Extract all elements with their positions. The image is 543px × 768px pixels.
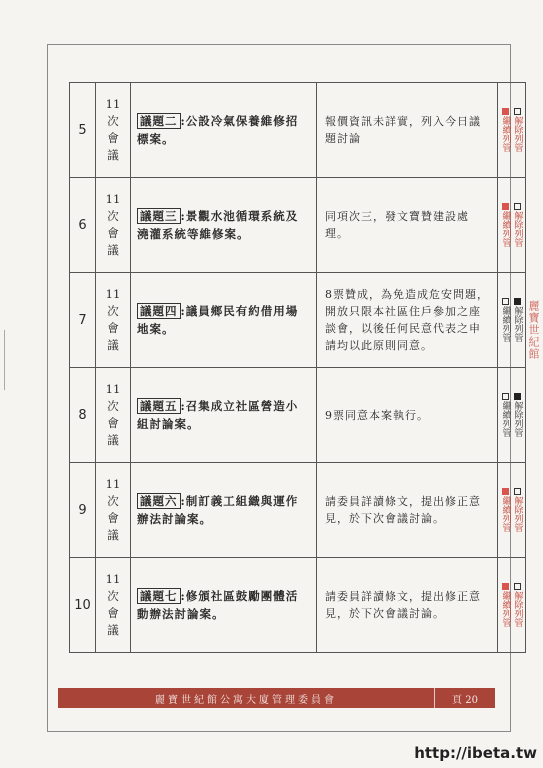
status-cell xyxy=(498,178,526,273)
status-cell xyxy=(498,273,526,368)
binding-mark xyxy=(4,330,5,390)
checkbox-icon[interactable] xyxy=(514,488,521,495)
continue-option[interactable] xyxy=(501,298,511,342)
resolution-cell: 報價資訊未詳實，列入今日議題討論 xyxy=(317,83,498,178)
meeting-table xyxy=(69,82,526,653)
topic-label: 議題六 xyxy=(137,493,181,509)
status-cell xyxy=(498,83,526,178)
session-char: 11 xyxy=(105,477,121,491)
session-char: 次 xyxy=(107,494,119,508)
colon: : xyxy=(180,304,186,318)
colon: : xyxy=(180,209,186,223)
seal-stamp: 麗寶世紀館 xyxy=(527,300,540,360)
topic-cell xyxy=(131,558,317,653)
continue-option[interactable] xyxy=(501,393,511,437)
checkbox-icon[interactable] xyxy=(514,583,521,590)
option-label: 繼續列管 xyxy=(500,401,511,437)
session-char: 議 xyxy=(107,623,119,637)
checkbox-icon[interactable] xyxy=(502,393,509,400)
topic-cell xyxy=(131,463,317,558)
session-char: 議 xyxy=(107,433,119,447)
session-char: 會 xyxy=(107,606,119,620)
topic-label: 議題二 xyxy=(137,113,181,129)
table-row xyxy=(70,83,526,178)
topic-text: 修頒社區鼓勵團體活動辦法討論案。 xyxy=(137,589,299,621)
option-label: 解除列管 xyxy=(512,211,523,247)
status-cell xyxy=(498,558,526,653)
option-label: 解除列管 xyxy=(512,591,523,627)
topic-text: 召集成立社區營造小組討論案。 xyxy=(137,399,299,431)
checkbox-icon[interactable] xyxy=(502,488,509,495)
session-char: 次 xyxy=(107,304,119,318)
table-row xyxy=(70,178,526,273)
session-cell xyxy=(96,368,131,463)
continue-option[interactable] xyxy=(501,583,511,627)
release-option[interactable] xyxy=(513,488,523,532)
session-char: 會 xyxy=(107,226,119,240)
session-char: 會 xyxy=(107,131,119,145)
option-label: 繼續列管 xyxy=(500,496,511,532)
table-row xyxy=(70,273,526,368)
session-char: 次 xyxy=(107,399,119,413)
release-option[interactable] xyxy=(513,583,523,627)
item-number: 8 xyxy=(70,368,96,463)
option-label: 繼續列管 xyxy=(500,591,511,627)
option-label: 解除列管 xyxy=(512,306,523,342)
checkbox-icon[interactable] xyxy=(502,298,509,305)
topic-cell xyxy=(131,368,317,463)
session-char: 11 xyxy=(105,97,121,111)
topic-label: 議題七 xyxy=(137,588,181,604)
session-char: 次 xyxy=(107,209,119,223)
release-option[interactable] xyxy=(513,298,523,342)
session-cell xyxy=(96,273,131,368)
option-label: 繼續列管 xyxy=(500,116,511,152)
watermark: http://ibeta.tw xyxy=(414,744,537,762)
continue-option[interactable] xyxy=(501,488,511,532)
session-char: 會 xyxy=(107,321,119,335)
session-char: 議 xyxy=(107,338,119,352)
table-row xyxy=(70,368,526,463)
topic-cell xyxy=(131,178,317,273)
topic-label: 議題四 xyxy=(137,303,181,319)
colon: : xyxy=(180,114,186,128)
continue-option[interactable] xyxy=(501,108,511,152)
colon: : xyxy=(180,589,186,603)
option-label: 解除列管 xyxy=(512,401,523,437)
session-cell xyxy=(96,558,131,653)
option-label: 繼續列管 xyxy=(500,211,511,247)
session-cell xyxy=(96,178,131,273)
resolution-cell: 請委員詳讀條文，提出修正意見，於下次會議討論。 xyxy=(317,463,498,558)
topic-cell xyxy=(131,83,317,178)
item-number: 6 xyxy=(70,178,96,273)
checkbox-icon[interactable] xyxy=(514,108,521,115)
session-char: 次 xyxy=(107,114,119,128)
resolution-cell: 9票同意本案執行。 xyxy=(317,368,498,463)
session-char: 11 xyxy=(105,287,121,301)
session-char: 會 xyxy=(107,511,119,525)
option-label: 繼續列管 xyxy=(500,306,511,342)
table-row xyxy=(70,463,526,558)
session-char: 議 xyxy=(107,528,119,542)
session-char: 議 xyxy=(107,148,119,162)
topic-text: 公設冷氣保養維修招標案。 xyxy=(137,114,299,146)
checkbox-icon[interactable] xyxy=(514,298,521,305)
option-label: 解除列管 xyxy=(512,116,523,152)
checkbox-icon[interactable] xyxy=(502,108,509,115)
session-char: 11 xyxy=(105,192,121,206)
status-cell xyxy=(498,463,526,558)
session-cell xyxy=(96,83,131,178)
checkbox-icon[interactable] xyxy=(502,583,509,590)
colon: : xyxy=(180,399,186,413)
resolution-cell: 請委員詳讀條文，提出修正意見，於下次會議討論。 xyxy=(317,558,498,653)
footer-title: 麗寶世紀館公寓大廈管理委員會 xyxy=(155,694,337,706)
topic-text: 制訂義工組織與運作辦法討論案。 xyxy=(137,494,299,526)
page-number: 頁 20 xyxy=(434,688,495,708)
session-char: 次 xyxy=(107,589,119,603)
option-label: 解除列管 xyxy=(512,496,523,532)
session-char: 會 xyxy=(107,416,119,430)
item-number: 10 xyxy=(70,558,96,653)
item-number: 5 xyxy=(70,83,96,178)
page-footer xyxy=(58,688,495,708)
topic-cell xyxy=(131,273,317,368)
session-cell xyxy=(96,463,131,558)
continue-option[interactable] xyxy=(501,203,511,247)
checkbox-icon[interactable] xyxy=(514,203,521,210)
release-option[interactable] xyxy=(513,393,523,437)
topic-text: 景觀水池循環系統及澆灌系統等維修案。 xyxy=(137,209,299,241)
release-option[interactable] xyxy=(513,108,523,152)
session-char: 11 xyxy=(105,572,121,586)
checkbox-icon[interactable] xyxy=(502,203,509,210)
session-char: 議 xyxy=(107,243,119,257)
item-number: 9 xyxy=(70,463,96,558)
topic-text: 議員鄉民有約借用場地案。 xyxy=(137,304,299,336)
table-row xyxy=(70,558,526,653)
release-option[interactable] xyxy=(513,203,523,247)
checkbox-icon[interactable] xyxy=(514,393,521,400)
resolution-cell: 8票贊成，為免造成危安問題，開放只限本社區住戶參加之座談會，以後任何民意代表之申請均以此原則同意。 xyxy=(317,273,498,368)
status-cell xyxy=(498,368,526,463)
session-char: 11 xyxy=(105,382,121,396)
topic-label: 議題三 xyxy=(137,208,181,224)
colon: : xyxy=(180,494,186,508)
topic-label: 議題五 xyxy=(137,398,181,414)
resolution-cell: 同項次三，發文寶贊建設處理。 xyxy=(317,178,498,273)
item-number: 7 xyxy=(70,273,96,368)
